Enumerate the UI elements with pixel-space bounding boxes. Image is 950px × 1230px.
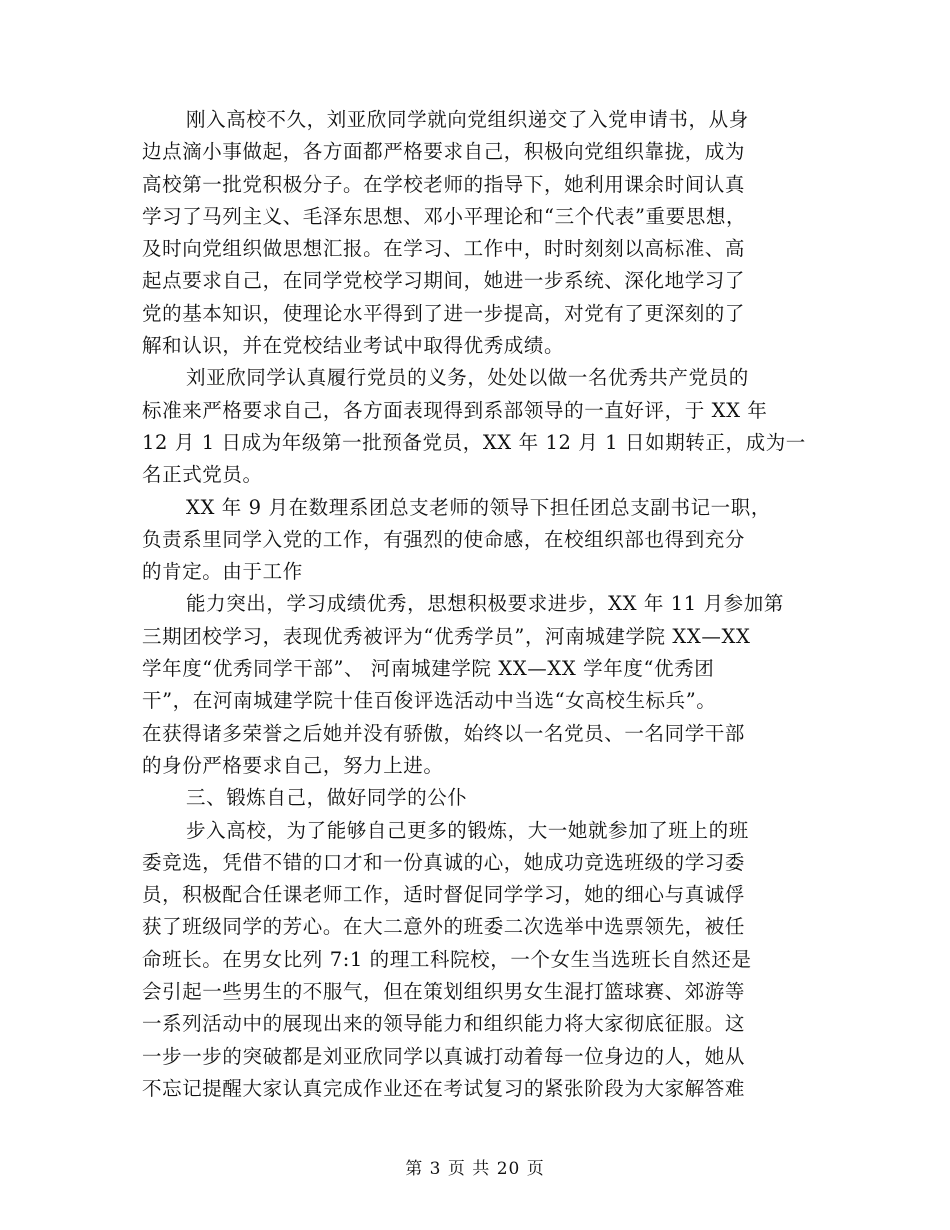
text-line: 的身份严格要求自己，努力上进。 (142, 753, 444, 777)
document-body (142, 104, 807, 1105)
text-line: 及时向党组织做思想汇报。在学习、工作中，时时刻刻以高标准、高 (142, 237, 746, 261)
text-line: 三期团校学习，表现优秀被评为“优秀学员”，河南城建学院 XX—XX (142, 624, 751, 648)
text-line: 12 月 1 日成为年级第一批预备党员，XX 年 12 月 1 日如期转正，成为一 (142, 430, 806, 454)
text-line: 负责系里同学入党的工作，有强烈的使命感，在校组织部也得到充分 (142, 527, 746, 551)
text-line: 标准来严格要求自己，各方面表现得到系部领导的一直好评，于 XX 年 (142, 398, 768, 422)
text-line: 学习了马列主义、毛泽东思想、邓小平理论和“三个代表”重要思想， (142, 204, 747, 228)
text-line: 命班长。在男女比列 7:1 的理工科院校，一个女生当选班长自然还是 (142, 947, 752, 971)
text-line: 委竞选，凭借不错的口才和一份真诚的心，她成功竞选班级的学习委 (142, 850, 746, 874)
text-line: 会引起一些男生的不服气，但在策划组织男女生混打篮球赛、郊游等 (142, 980, 746, 1004)
text-line: 不忘记提醒大家认真完成作业还在考试复习的紧张阶段为大家解答难 (142, 1076, 746, 1100)
text-line: 名正式党员。 (142, 463, 263, 487)
paragraph-first-line: 刘亚欣同学认真履行党员的义务，处处以做一名优秀共产党员的 (186, 366, 749, 390)
text-line: 解和认识，并在党校结业考试中取得优秀成绩。 (142, 334, 565, 358)
text-line: 党的基本知识，使理论水平得到了进一步提高，对党有了更深刻的了 (142, 301, 746, 325)
text-line: 在获得诸多荣誉之后她并没有骄傲，始终以一名党员、一名同学干部 (142, 721, 746, 745)
page-footer: 第 3 页 共 20 页 (405, 1159, 545, 1179)
paragraph-first-line: 能力突出，学习成绩优秀，思想积极要求进步，XX 年 11 月参加第 (186, 592, 784, 616)
text-line: 高校第一批党积极分子。在学校老师的指导下，她利用课余时间认真 (142, 172, 746, 196)
text-line: 学年度“优秀同学干部”、 河南城建学院 XX—XX 学年度“优秀团 (142, 657, 715, 681)
text-line: 一步一步的突破都是刘亚欣同学以真诚打动着每一位身边的人，她从 (142, 1044, 746, 1068)
text-line: 一系列活动中的展现出来的领导能力和组织能力将大家彻底征服。这 (142, 1012, 746, 1036)
text-line: 获了班级同学的芳心。在大二意外的班委二次选举中选票领先，被任 (142, 915, 746, 939)
text-line: 的肯定。由于工作 (142, 560, 303, 584)
paragraph-first-line: XX 年 9 月在数理系团总支老师的领导下担任团总支副书记一职， (186, 495, 771, 519)
text-line: 员，积极配合任课老师工作，适时督促同学学习，她的细心与真诚俘 (142, 883, 746, 907)
text-line: 干”，在河南城建学院十佳百俊评选活动中当选“女高校生标兵”。 (142, 689, 717, 713)
paragraph-first-line: 刚入高校不久，刘亚欣同学就向党组织递交了入党申请书，从身 (186, 108, 749, 131)
text-line: 起点要求自己，在同学党校学习期间，她进一步系统、深化地学习了 (142, 269, 746, 293)
paragraph-first-line: 步入高校，为了能够自己更多的锻炼，大一她就参加了班上的班 (186, 818, 749, 842)
paragraph-first-line: 三、锻炼自己，做好同学的公仆 (186, 786, 468, 810)
text-line: 边点滴小事做起，各方面都严格要求自己，积极向党组织靠拢，成为 (142, 140, 746, 164)
